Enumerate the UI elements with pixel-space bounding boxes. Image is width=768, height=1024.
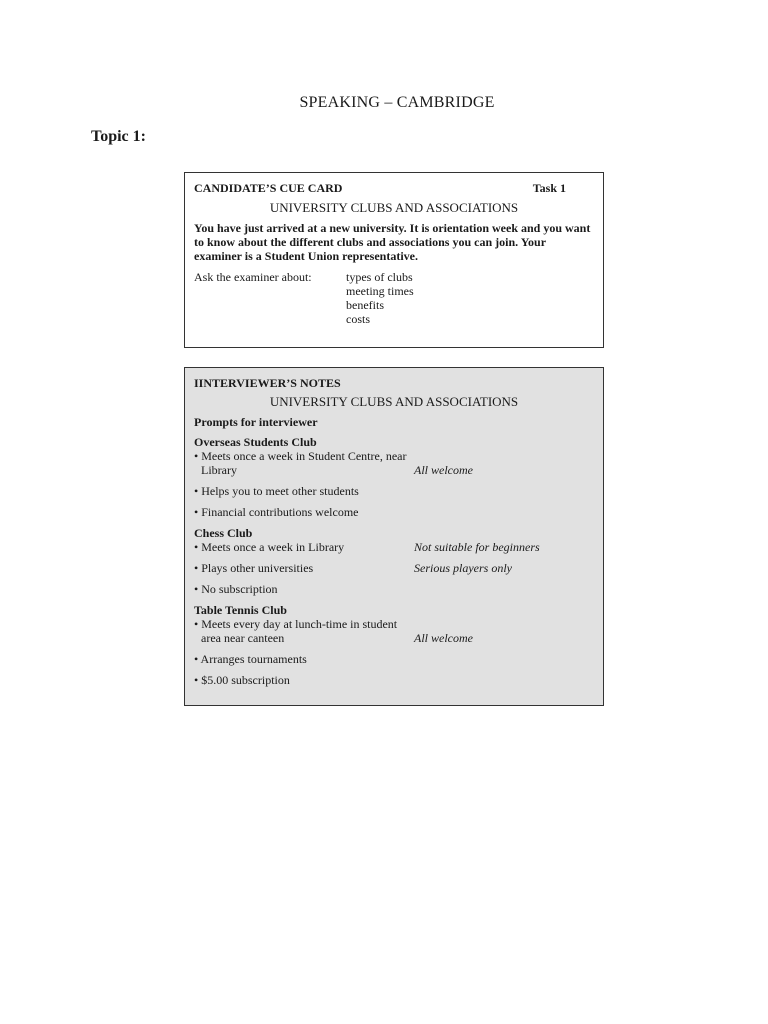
prompt-note: All welcome: [414, 631, 473, 645]
prompt-text: • Financial contributions welcome: [194, 505, 359, 519]
prompt-text: • Meets once a week in Student Centre, near Library: [194, 449, 407, 477]
notes-card-title: IINTERVIEWER’S NOTES: [194, 376, 341, 390]
club-name: Chess Club: [194, 526, 253, 540]
prompt-row: [194, 582, 594, 596]
candidate-cue-card: [184, 172, 604, 348]
prompt-note: Serious players only: [414, 561, 512, 575]
prompt-text: • Helps you to meet other students: [194, 484, 359, 498]
prompt-text: • Plays other universities: [194, 561, 314, 575]
topic-label: Topic 1:: [91, 128, 146, 145]
cue-card-title: CANDIDATE’S CUE CARD: [194, 181, 343, 195]
club-name: Overseas Students Club: [194, 435, 317, 449]
ask-item: costs: [346, 312, 370, 326]
prompt-text: • Meets once a week in Library: [194, 540, 345, 554]
page-title: SPEAKING – CAMBRIDGE: [299, 94, 495, 111]
club-chess: [194, 526, 594, 596]
notes-card-subtitle: UNIVERSITY CLUBS AND ASSOCIATIONS: [269, 394, 519, 409]
club-name: Table Tennis Club: [194, 603, 287, 617]
prompts-label: Prompts for interviewer: [194, 415, 318, 429]
prompt-text: • Meets every day at lunch-time in student area near canteen: [194, 617, 398, 645]
ask-item: meeting times: [346, 284, 414, 298]
prompt-text: • $5.00 subscription: [194, 673, 290, 687]
prompt-row: [194, 505, 594, 519]
club-table-tennis: [194, 603, 594, 687]
prompt-text: • Arranges tournaments: [194, 652, 307, 666]
ask-item: types of clubs: [346, 270, 413, 284]
prompt-row: [194, 673, 594, 687]
ask-examiner-label: Ask the examiner about:: [194, 270, 312, 284]
club-overseas-students: [194, 435, 594, 519]
interviewer-notes-card: [184, 367, 604, 706]
ask-item: benefits: [346, 298, 384, 312]
prompt-row: [194, 617, 594, 645]
ask-examiner-list: [346, 270, 414, 326]
cue-card-header: [194, 181, 594, 195]
prompt-row: [194, 561, 594, 575]
prompt-note: Not suitable for beginners: [414, 540, 540, 554]
cue-card-text: You have just arrived at a new university. It is orientation week and you want to know about the different clubs and associations you can join. Your examiner is a Student Union representative.: [194, 221, 591, 263]
prompt-row: [194, 449, 594, 477]
task-label: Task 1: [532, 181, 566, 195]
prompt-row: [194, 652, 594, 666]
ask-examiner-row: [194, 270, 594, 326]
prompt-note: All welcome: [414, 463, 473, 477]
prompt-text: • No subscription: [194, 582, 278, 596]
cue-card-subtitle: UNIVERSITY CLUBS AND ASSOCIATIONS: [269, 200, 519, 215]
prompt-row: [194, 484, 594, 498]
prompt-row: [194, 540, 594, 554]
